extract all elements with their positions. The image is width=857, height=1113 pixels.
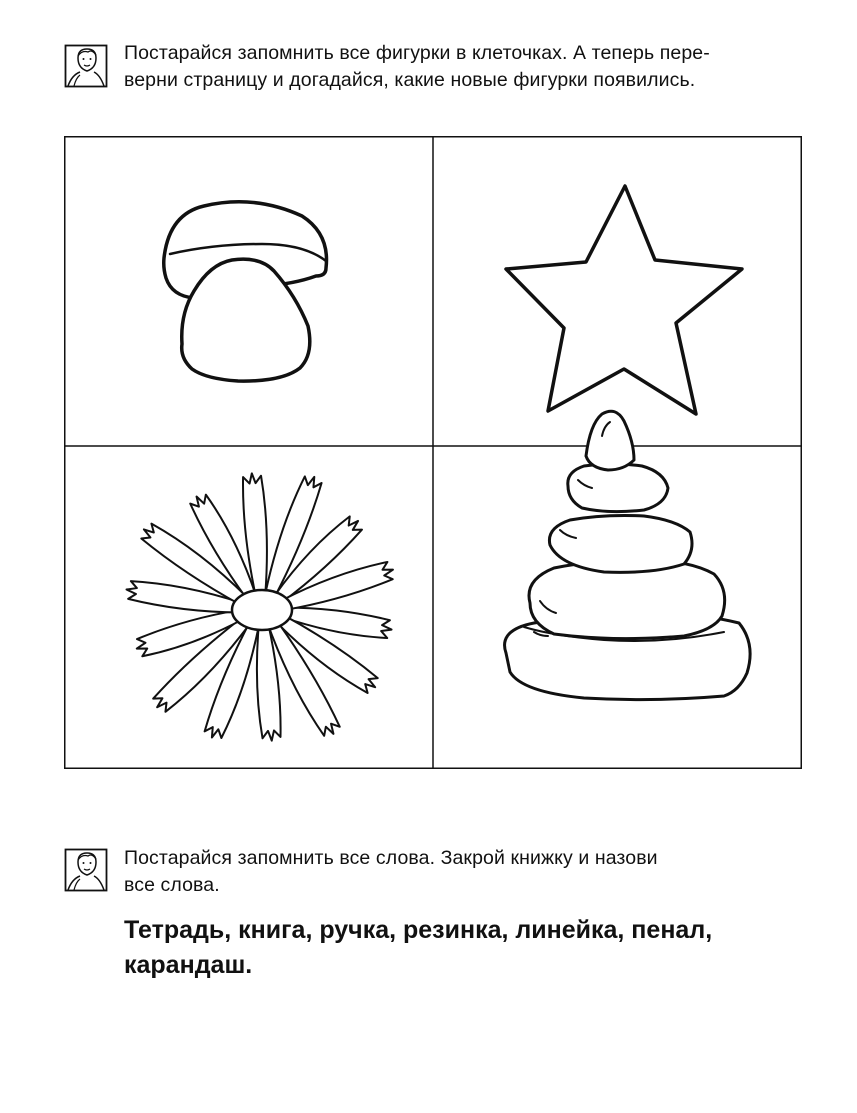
instruction-line: Постарайся запомнить все фигурки в клеточках. А теперь пере- [124, 42, 710, 64]
task-instruction-1 [124, 40, 710, 94]
word-list-line: Тетрадь, книга, ручка, резинка, линейка, пенал, [124, 916, 713, 944]
flower-center [232, 590, 292, 630]
task-instruction-2 [124, 845, 658, 899]
instruction-line: верни страницу и догадайся, какие новые фигурки появились. [124, 69, 696, 91]
stacking-toy-pyramid-icon [505, 411, 751, 699]
child-face-icon [64, 848, 108, 892]
instruction-line: Постарайся запомнить все слова. Закрой книжку и назови [124, 847, 658, 869]
star-icon [506, 186, 742, 414]
figures-grid [64, 136, 802, 769]
word-list-line: карандаш. [124, 951, 253, 979]
word-list [124, 913, 712, 983]
mushroom-icon [164, 202, 327, 381]
child-face-icon [64, 44, 108, 88]
instruction-line: все слова. [124, 874, 220, 896]
flower-icon [127, 473, 393, 740]
